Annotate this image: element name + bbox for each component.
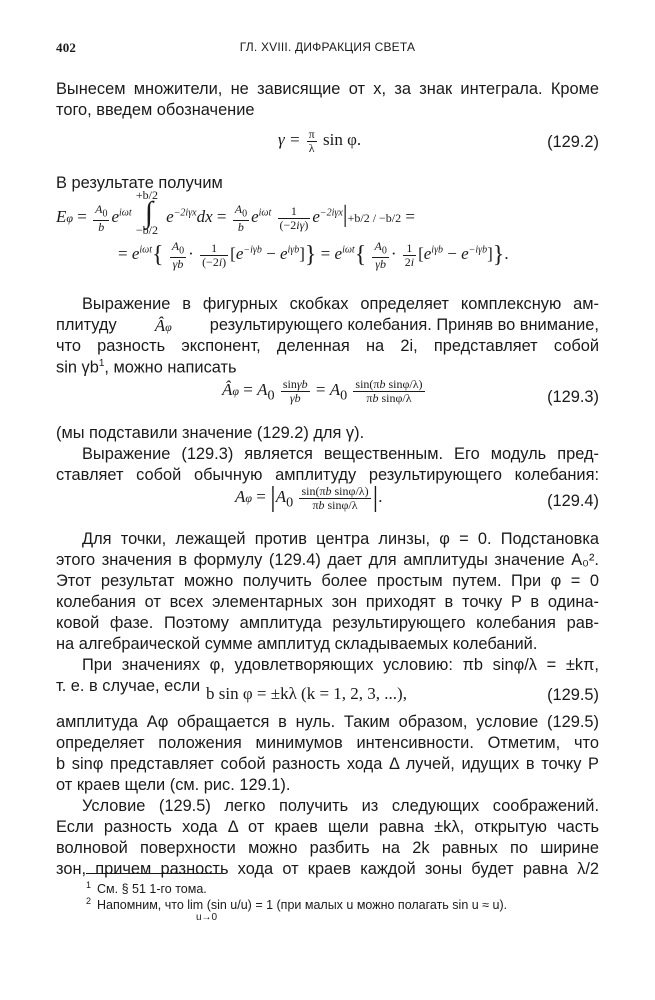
text-line: что разность экспонент, деленная на 2i, представляет собой: [56, 337, 599, 355]
text-line: При значениях φ, удовлетворяющих условию: πb sinφ/λ = ±kπ,: [82, 656, 599, 674]
text-line: колебания от всех элементарных зон приходят в точку P в одина-: [56, 593, 599, 611]
text-line: плитуду Âφ результирующего колебания. Приняв во внимание,: [56, 316, 599, 335]
equation-number: (129.4): [547, 492, 599, 510]
equation-129-3: Âφ = $A_0$ $\frac{\sin\gamma b}{\gamma b}$ = $A_0$ $\frac{\text{sin(πb sinφ/λ)}}{\text{πb sinφ/λ}}$: [222, 377, 423, 405]
equation-129-4: $A\varphi = |A_0$ $\frac{\text{sin(πb sinφ/λ)}}{\text{πb sinφ/λ}}$ |.: [235, 482, 383, 513]
text-line: Если разность хода Δ от краев щели равна ±kλ, открытую часть: [56, 818, 599, 836]
page-header: [56, 40, 599, 60]
equation-129-5: b sin φ = ±kλ (k = 1, 2, 3, ...),: [206, 684, 407, 703]
page-number: 402: [56, 40, 77, 55]
text-line: Вынесем множители, не зависящие от x, за знак интеграла. Кроме: [56, 80, 599, 98]
equation-129-2: γ = $\frac{\pi}{\lambda}$ sin φ.: [278, 127, 362, 155]
text-line: зон, причем разность хода от краев каждой зоны будет равна λ/2: [56, 860, 599, 878]
footnote-2: $^2$ Напомним, что lim (sin u/u) = 1 (при малых u можно полагать sin u ≈ u).: [86, 896, 508, 913]
text-line: b sinφ представляет собой разность хода Δ лучей, идущих в точку P: [56, 755, 599, 773]
text-line: (мы подставили значение (129.2) для γ).: [56, 424, 365, 442]
text-line: определяет положения минимумов интенсивности. Отметим, что: [56, 734, 599, 752]
text-line: ставляет собой обычную амплитуду результирующего колебания:: [56, 466, 599, 484]
equation-number: (129.5): [547, 686, 599, 704]
text-line: $\sin \gamma b^1$, можно написать: [56, 358, 237, 377]
text-line: волновой поверхности можно разбить на 2k равных по ширине: [56, 839, 599, 857]
text-line: Условие (129.5) легко получить из следующих соображений.: [82, 797, 599, 815]
text-line: Выражение (129.3) является вещественным. Его модуль пред-: [82, 445, 599, 463]
text-line: т. е. в случае, если: [56, 677, 201, 695]
footnote-rule: [86, 873, 221, 874]
footnote-2-subscript: u→0: [196, 912, 218, 923]
text-line: Выражение в фигурных скобках определяет комплексную ам-: [82, 295, 599, 313]
footnote-1: $^1$ См. § 51 1-го тома.: [86, 880, 207, 897]
text-line: амплитуда Aφ обращается в нуль. Таким образом, условие (129.5): [56, 713, 599, 731]
equation-E-phi-cont: = $e^{i\omega t}${ $\frac{A_0}{\gamma b}$ · $\frac{1}{(-2i)}$ $[e^{-i\gamma b} - e^{i\gamma b}]\} = e^{i\omega t}${ $\frac{A_0}{\gamma b}$ · $\frac{1}{2i}$ $[e^{i\gamma b} - e^{-i\gamma b}]$}.: [118, 239, 509, 271]
text-line: ковой фазе. Поэтому амплитуда результирующего колебания рав-: [56, 614, 599, 632]
chapter-title: ГЛ. XVIII. ДИФРАКЦИЯ СВЕТА: [239, 40, 416, 54]
text-line: Для точки, лежащей против центра линзы, φ = 0. Подстановка: [82, 530, 599, 548]
text-line: этого значения в формулу (129.4) дает для амплитуды значение A₀².: [56, 551, 599, 569]
equation-number: (129.2): [547, 133, 599, 151]
text-line: В результате получим: [56, 174, 223, 192]
text-line: от краев щели (см. рис. 129.1).: [56, 776, 291, 794]
text-line: на алгебраической сумме амплитуд складываемых колебаний.: [56, 635, 538, 653]
equation-number: (129.3): [547, 388, 599, 406]
text-line: того, введем обозначение: [56, 101, 255, 119]
text-line: Этот результат можно получить более простым путем. При φ = 0: [56, 572, 599, 590]
equation-E-phi: Eφ = $\frac{A_0}{b}$ $e^{i\omega t}$ +b/2 ∫ −b/2 $e^{-2i\gamma x}dx$ = $\frac{A_0}{b}$ $e^{i\omega t}$ $\frac{1}{(-2i\gamma)}$ $e^{-2i\gamma x}|+b/2 / -b/2$ =: [56, 188, 415, 237]
